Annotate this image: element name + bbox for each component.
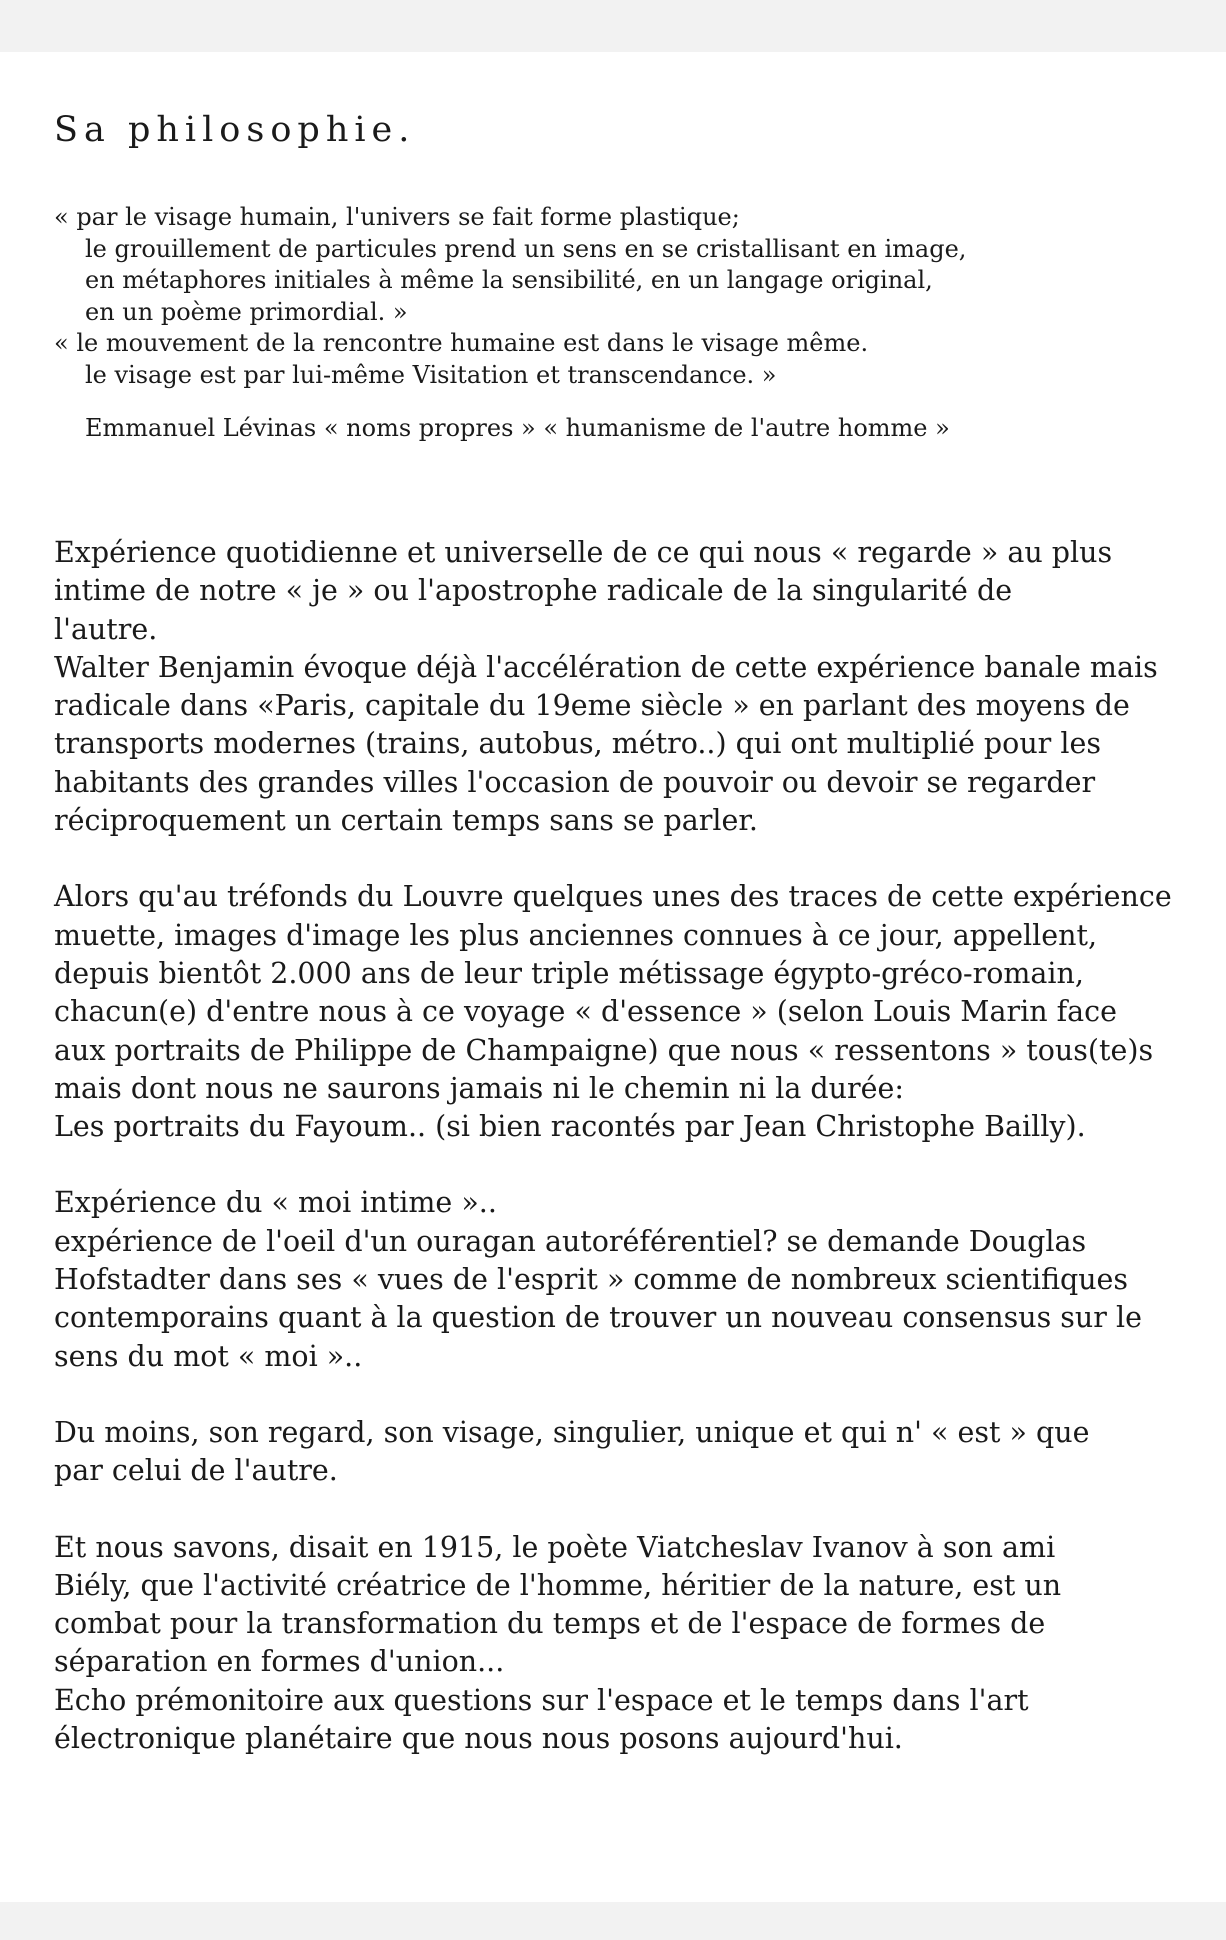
document-page (0, 52, 1226, 1902)
body-text (54, 534, 1172, 1758)
page-title: Sa philosophie. (54, 110, 416, 150)
text-line: Les portraits du Fayoum.. (si bien racontés par Jean Christophe Bailly). (54, 1110, 1086, 1144)
text-line: Echo prémonitoire aux questions sur l'espace et le temps dans l'art (54, 1683, 1029, 1717)
paragraph (54, 534, 1172, 840)
text-line: Hofstadter dans ses « vues de l'esprit » comme de nombreux scientifiques (54, 1263, 1129, 1297)
text-line: Alors qu'au tréfonds du Louvre quelques unes des traces de cette expérience (54, 880, 1172, 914)
quote-line: le visage est par lui-même Visitation et transcendance. » (85, 360, 777, 389)
text-line: combat pour la transformation du temps et de l'espace de formes de (54, 1607, 1046, 1641)
text-line: transports modernes (trains, autobus, métro..) qui ont multiplié pour les (54, 727, 1101, 761)
text-line: réciproquement un certain temps sans se parler. (54, 804, 758, 838)
text-line: Walter Benjamin évoque déjà l'accélération de cette expérience banale mais (54, 650, 1158, 684)
paragraph (54, 1529, 1172, 1759)
text-line: électronique planétaire que nous nous posons aujourd'hui. (54, 1722, 903, 1756)
paragraph (54, 1184, 1172, 1375)
text-line: aux portraits de Philippe de Champaigne) que nous « ressentons » tous(te)s (54, 1033, 1154, 1067)
text-line: par celui de l'autre. (54, 1454, 338, 1488)
text-line: séparation en formes d'union... (54, 1645, 505, 1679)
quote-line: en un poème primordial. » (85, 297, 408, 326)
text-line: Biély, que l'activité créatrice de l'homme, héritier de la nature, est un (54, 1568, 1062, 1602)
text-line: intime de notre « je » ou l'apostrophe radicale de la singularité de (54, 574, 1013, 608)
text-line: muette, images d'image les plus anciennes connues à ce jour, appellent, (54, 918, 1098, 952)
paragraph (54, 878, 1172, 1146)
text-line: chacun(e) d'entre nous à ce voyage « d'essence » (selon Louis Marin face (54, 995, 1117, 1029)
paragraph (54, 1414, 1172, 1491)
text-line: contemporains quant à la question de trouver un nouveau consensus sur le (54, 1301, 1142, 1335)
quote-line: « par le visage humain, l'univers se fait forme plastique; (54, 203, 740, 231)
quote-attribution: Emmanuel Lévinas « noms propres » « humanisme de l'autre homme » (85, 414, 950, 442)
text-line: Expérience quotidienne et universelle de ce qui nous « regarde » au plus (54, 536, 1113, 569)
epigraph-quote (54, 202, 966, 445)
text-line: expérience de l'oeil d'un ouragan autoréférentiel? se demande Douglas (54, 1224, 1087, 1258)
text-line: sens du mot « moi ».. (54, 1339, 363, 1373)
text-line: radicale dans «Paris, capitale du 19eme siècle » en parlant des moyens de (54, 689, 1130, 723)
quote-line: le grouillement de particules prend un sens en se cristallisant en image, (85, 234, 967, 263)
text-line: habitants des grandes villes l'occasion de pouvoir ou devoir se regarder (54, 765, 1096, 799)
quote-line: « le mouvement de la rencontre humaine est dans le visage même. (54, 329, 869, 357)
text-line: Expérience du « moi intime ».. (54, 1186, 497, 1220)
text-line: depuis bientôt 2.000 ans de leur triple métissage égypto-gréco-romain, (54, 956, 1084, 990)
text-line: l'autre. (54, 612, 158, 646)
text-line: Et nous savons, disait en 1915, le poète Viatcheslav Ivanov à son ami (54, 1530, 1056, 1564)
text-line: mais dont nous ne saurons jamais ni le chemin ni la durée: (54, 1071, 904, 1105)
text-line: Du moins, son regard, son visage, singulier, unique et qui n' « est » que (54, 1415, 1090, 1449)
quote-line: en métaphores initiales à même la sensibilité, en un langage original, (85, 266, 933, 294)
